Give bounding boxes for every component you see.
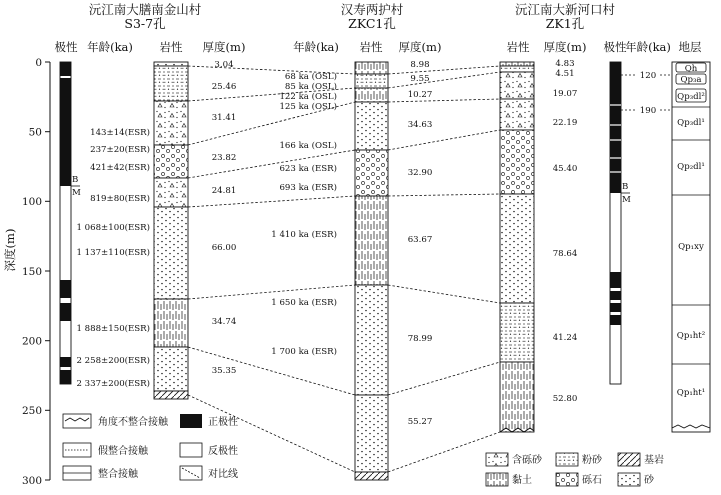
zkc1-subtitle: ZKC1孔 (348, 16, 396, 31)
thickness-label: 34.63 (407, 120, 433, 130)
depth-tick-label: 250 (21, 405, 42, 417)
legend-label: 含砾砂 (512, 455, 542, 466)
depth-tick-100 (22, 196, 50, 208)
legend-silt (556, 453, 603, 466)
lith-layer (500, 62, 534, 66)
legend-label: 角度不整合接触 (98, 417, 168, 428)
age-label: 125 ka (OSL) (279, 102, 337, 112)
legend-label: 砂 (644, 475, 654, 486)
legend-label: 粉砂 (582, 455, 602, 466)
strata-column-zk1 (672, 62, 710, 432)
legend-clay (486, 473, 532, 486)
zk1-title: 沅江南大新河口村 (514, 2, 616, 17)
lith-layer (355, 395, 388, 472)
borehole-zkc1 (271, 60, 432, 480)
thickness-label: 34.74 (211, 317, 237, 327)
zkc1-age-head: 年龄(ka) (293, 40, 339, 54)
depth-tick-label: 0 (35, 57, 42, 69)
legend-disconformity (63, 443, 149, 457)
thickness-label: 31.41 (211, 113, 237, 123)
lith-layer (500, 99, 534, 130)
legend-label: 黏土 (512, 475, 532, 486)
header-s3-7 (55, 2, 246, 54)
thickness-label: 66.00 (211, 243, 237, 253)
lith-layer (355, 196, 388, 285)
zk1-subtitle: ZK1孔 (545, 16, 585, 31)
age-label: 2 258±200(ESR) (76, 356, 150, 366)
zkc1-thick-head: 厚度(m) (398, 40, 442, 54)
zk1-age-head: 年龄(ka) (625, 40, 671, 54)
thickness-label: 55.27 (407, 417, 433, 427)
age-label: 693 ka (ESR) (279, 183, 337, 193)
lithology-column-s3-7 (154, 62, 188, 399)
correlation-line (388, 362, 500, 395)
thickness-label: 4.51 (555, 69, 575, 79)
depth-tick-250 (22, 405, 50, 417)
age-label: 1 650 ka (ESR) (271, 298, 337, 308)
correlation-line (388, 130, 500, 150)
strata-label: Qp₃a (680, 75, 702, 85)
correlation-line (388, 99, 500, 102)
thickness-label: 63.67 (407, 235, 433, 245)
legend-label: 正极性 (208, 417, 238, 428)
strata-label: Qp₂dl¹ (677, 162, 705, 172)
thickness-label: 10.27 (407, 90, 433, 100)
age-label: 122 ka (OSL) (279, 92, 337, 102)
legend-angular-unconformity (63, 414, 169, 428)
lith-layer (500, 362, 534, 432)
thickness-label: 3.04 (214, 60, 234, 70)
bm-label-m: M (72, 188, 81, 198)
strata-label: Qp₁ht¹ (676, 388, 706, 398)
depth-axis-label: 深度(m) (3, 228, 17, 272)
correlation-lines (188, 66, 500, 472)
lith-layer (500, 72, 534, 99)
lith-layer (355, 62, 388, 74)
age-label: 85 ka (OSL) (284, 82, 337, 92)
thickness-label: 41.24 (552, 333, 578, 343)
lith-layer (154, 101, 188, 145)
age-label: 1 410 ka (ESR) (271, 230, 337, 240)
legend-pebbly-sand (486, 453, 543, 466)
lith-layer (355, 102, 388, 150)
legend-label: 砾石 (582, 475, 602, 486)
strata-label: Qh (684, 64, 698, 74)
strata-label: Qp₃dl¹ (677, 118, 705, 128)
depth-tick-label: 200 (21, 335, 42, 348)
strata-label: Qp₃dl² (677, 92, 705, 102)
age-label: 1 137±110(ESR) (76, 248, 150, 258)
age-label: 623 ka (ESR) (279, 164, 337, 174)
thickness-label: 8.98 (410, 60, 430, 70)
legend-contacts (63, 414, 238, 480)
zk1-lith-head: 岩性 (506, 40, 530, 54)
zk1-strata-head: 地层 (678, 40, 702, 54)
polarity-column-zk1 (610, 62, 631, 384)
correlation-line (188, 285, 355, 299)
age-label: 819±80(ESR) (90, 194, 150, 204)
thickness-label: 32.90 (407, 168, 433, 178)
age-label: 190 (639, 106, 657, 116)
lith-layer (355, 74, 388, 88)
age-label: 1 700 ka (ESR) (271, 347, 337, 357)
correlation-line (388, 432, 500, 472)
lith-layer (500, 130, 534, 194)
age-label: 166 ka (OSL) (279, 141, 337, 151)
depth-tick-label: 300 (21, 475, 42, 487)
lith-layer (154, 299, 188, 347)
header-zk1 (507, 2, 702, 54)
zkc1-lith-head: 岩性 (359, 40, 383, 54)
depth-tick-0 (35, 57, 50, 69)
correlation-line (388, 72, 500, 88)
lith-layer (355, 150, 388, 196)
s3-7-subtitle: S3-7孔 (124, 16, 166, 31)
lith-layer (154, 145, 188, 178)
legend-correlation-line (180, 466, 238, 480)
lith-layer (500, 194, 534, 303)
depth-tick-label: 50 (28, 126, 42, 139)
correlation-line (388, 194, 500, 196)
thickness-label: 25.46 (211, 82, 237, 92)
thickness-label: 52.80 (552, 394, 578, 404)
correlation-line (188, 196, 355, 207)
lith-layer (355, 88, 388, 102)
legend-label: 对比线 (208, 469, 238, 480)
zkc1-title: 汉寿两护村 (340, 2, 404, 17)
legend-gravel (556, 473, 602, 486)
thickness-label: 45.40 (552, 164, 578, 174)
depth-tick-150 (22, 266, 50, 278)
depth-tick-200 (22, 336, 50, 348)
zk1-polarity-head: 极性 (603, 40, 627, 54)
age-label: 1 888±150(ESR) (76, 324, 150, 334)
thickness-label: 78.64 (552, 249, 578, 259)
legend-lithology (486, 453, 664, 486)
legend-label: 假整合接触 (98, 446, 148, 457)
legend-reversed-polarity (180, 443, 238, 457)
s3-7-thick-head: 厚度(m) (202, 40, 246, 54)
thickness-label: 24.81 (211, 186, 237, 196)
thickness-label: 22.19 (552, 118, 578, 128)
depth-tick-300 (22, 475, 50, 487)
s3-7-age-head: 年龄(ka) (87, 40, 133, 54)
bm-label-m: M (622, 195, 631, 205)
bm-label-b: B (72, 175, 79, 185)
thickness-label: 19.07 (552, 89, 578, 99)
age-label: 68 ka (OSL) (284, 72, 337, 82)
age-label: 143±14(ESR) (90, 128, 150, 138)
lith-layer (500, 303, 534, 362)
lith-layer (154, 347, 188, 391)
borehole-zk1 (500, 59, 710, 432)
age-label: 237±20(ESR) (90, 145, 150, 155)
thickness-label: 9.55 (410, 74, 430, 84)
depth-tick-50 (29, 127, 50, 139)
thickness-label: 78.99 (407, 334, 433, 344)
depth-tick-label: 150 (21, 266, 42, 278)
legend-label: 基岩 (644, 455, 664, 466)
lith-layer (154, 62, 188, 66)
lith-layer (154, 66, 188, 101)
legend-label: 整合接触 (98, 469, 138, 480)
strata-label: Qp₁xy (678, 242, 704, 252)
lithology-column-zk1 (500, 62, 534, 432)
age-label: 421±42(ESR) (90, 163, 150, 173)
thickness-label: 4.83 (555, 59, 575, 69)
depth-tick-label: 100 (21, 196, 42, 208)
lithology-column-zkc1 (355, 62, 388, 480)
legend-normal-polarity (180, 414, 238, 428)
age-label: 1 068±100(ESR) (76, 223, 150, 233)
lith-layer (154, 391, 188, 399)
legend-sand (618, 473, 655, 486)
legend-bedrock (618, 453, 664, 466)
depth-axis (3, 57, 50, 487)
zk1-thick-head: 厚度(m) (543, 40, 587, 54)
lith-layer (355, 472, 388, 480)
correlation-line (388, 285, 500, 303)
s3-7-polarity-head: 极性 (54, 40, 78, 54)
thickness-label: 23.82 (211, 153, 237, 163)
borehole-s3-7 (60, 60, 237, 399)
legend-conformity (63, 466, 139, 480)
thickness-label: 35.35 (211, 366, 237, 376)
lith-layer (355, 285, 388, 395)
correlation-line (188, 395, 355, 472)
age-label: 2 337±200(ESR) (76, 379, 150, 389)
correlation-line (388, 66, 500, 74)
lith-layer (500, 66, 534, 72)
lith-layer (154, 207, 188, 299)
lith-layer (154, 178, 188, 207)
s3-7-lith-head: 岩性 (159, 40, 183, 54)
legend-label: 反极性 (208, 446, 238, 457)
header-zkc1 (293, 2, 441, 54)
s3-7-title: 沅江南大膳南金山村 (88, 2, 202, 17)
strata-label: Qp₁ht² (676, 331, 706, 341)
age-label: 120 (639, 71, 657, 81)
bm-label-b: B (622, 182, 629, 192)
